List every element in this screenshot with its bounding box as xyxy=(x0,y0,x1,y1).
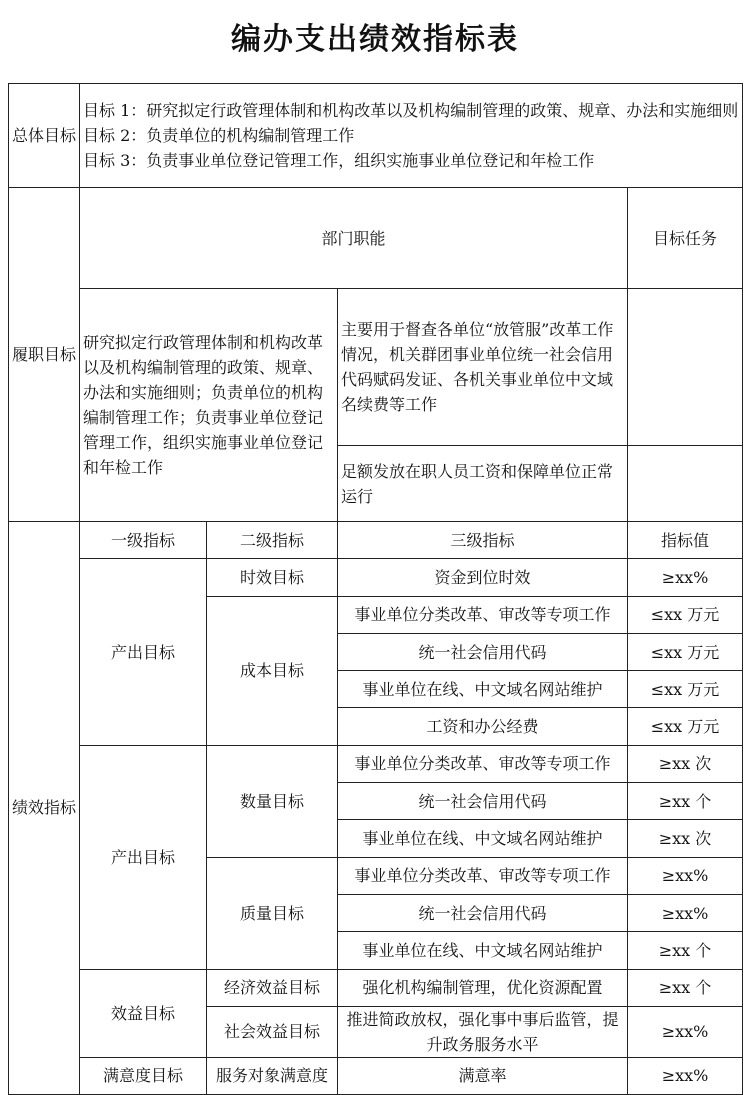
indicator-value: ≥xx% xyxy=(628,1057,743,1094)
indicator-value: ≥xx% xyxy=(628,1006,743,1057)
perf-header-l1: 一级指标 xyxy=(80,522,207,559)
indicator-value: ≥xx 个 xyxy=(628,969,743,1006)
indicator-value: ≥xx 个 xyxy=(628,783,743,820)
duty-expense-2 xyxy=(628,446,743,522)
indicator-value: ≥xx 次 xyxy=(628,745,743,782)
indicator-l3: 统一社会信用代码 xyxy=(338,894,628,931)
quantity-goal: 数量目标 xyxy=(207,745,338,857)
timeliness-goal: 时效目标 xyxy=(207,559,338,596)
duty-function-cell xyxy=(80,289,338,522)
output-goal-2: 产出目标 xyxy=(80,745,207,969)
indicator-l3: 事业单位在线、中文域名网站维护 xyxy=(338,820,628,857)
indicator-value: ≥xx 次 xyxy=(628,820,743,857)
duty-function-text: 研究拟定行政管理体制和机构改革以及机构编制管理的政策、规章、办法和实施细则；负责单位的机构编制管理工作；负责事业单位登记管理工作，组织实施事业单位登记和年检工作 xyxy=(83,333,324,477)
duty-task-1: 主要用于督查各单位“放管服”改革工作情况，机关群团事业单位统一社会信用代码赋码发证、各机关事业单位中文域名续费等工作 xyxy=(338,289,628,446)
goal-item: 目标 3：负责事业单位登记管理工作，组织实施事业单位登记和年检工作 xyxy=(83,151,595,170)
indicator-l3: 事业单位分类改革、审改等专项工作 xyxy=(338,596,628,633)
duty-expense-1 xyxy=(628,289,743,446)
indicator-l3: 强化机构编制管理，优化资源配置 xyxy=(338,969,628,1006)
perf-header-value: 指标值 xyxy=(628,522,743,559)
quality-goal: 质量目标 xyxy=(207,857,338,969)
indicator-l3: 工资和办公经费 xyxy=(338,708,628,745)
indicator-l3: 统一社会信用代码 xyxy=(338,633,628,670)
overall-goal-label: 总体目标 xyxy=(9,84,80,188)
indicator-l3: 统一社会信用代码 xyxy=(338,783,628,820)
overall-goals-cell xyxy=(80,84,743,188)
duty-task-2: 足额发放在职人员工资和保障单位正常运行 xyxy=(338,446,628,522)
indicator-value: ≥xx 个 xyxy=(628,932,743,969)
indicator-value: ≥xx% xyxy=(628,857,743,894)
indicator-l3: 事业单位在线、中文域名网站维护 xyxy=(338,671,628,708)
indicator-l3: 事业单位分类改革、审改等专项工作 xyxy=(338,857,628,894)
goal-item: 目标 2：负责单位的机构编制管理工作 xyxy=(83,126,355,145)
indicator-value: ≤xx 万元 xyxy=(628,708,743,745)
performance-table xyxy=(8,83,743,1095)
indicator-value: ≥xx% xyxy=(628,559,743,596)
economic-benefit-goal: 经济效益目标 xyxy=(207,969,338,1006)
indicator-l3: 推进简政放权，强化事中事后监管，提升政务服务水平 xyxy=(338,1006,628,1057)
perf-header-l3: 三级指标 xyxy=(338,522,628,559)
cost-goal: 成本目标 xyxy=(207,596,338,745)
perf-goal-label: 绩效指标 xyxy=(9,522,80,1095)
social-benefit-goal: 社会效益目标 xyxy=(207,1006,338,1057)
service-satisfaction: 服务对象满意度 xyxy=(207,1057,338,1094)
benefit-goal: 效益目标 xyxy=(80,969,207,1057)
indicator-l3: 满意率 xyxy=(338,1057,628,1094)
indicator-value: ≤xx 万元 xyxy=(628,596,743,633)
indicator-value: ≥xx% xyxy=(628,894,743,931)
indicator-l3: 事业单位在线、中文域名网站维护 xyxy=(338,932,628,969)
satisfaction-goal: 满意度目标 xyxy=(80,1057,207,1094)
page-title: 编办支出绩效指标表 xyxy=(231,22,519,57)
duty-goal-label: 履职目标 xyxy=(9,188,80,522)
indicator-l3: 资金到位时效 xyxy=(338,559,628,596)
indicator-value: ≤xx 万元 xyxy=(628,671,743,708)
duty-header-task: 目标任务 xyxy=(628,188,743,289)
indicator-l3: 事业单位分类改革、审改等专项工作 xyxy=(338,745,628,782)
goal-item: 目标 1：研究拟定行政管理体制和机构改革以及机构编制管理的政策、规章、办法和实施细则 xyxy=(83,101,739,120)
output-goal-1: 产出目标 xyxy=(80,559,207,745)
duty-header-function: 部门职能 xyxy=(80,188,628,289)
indicator-value: ≤xx 万元 xyxy=(628,633,743,670)
perf-header-l2: 二级指标 xyxy=(207,522,338,559)
